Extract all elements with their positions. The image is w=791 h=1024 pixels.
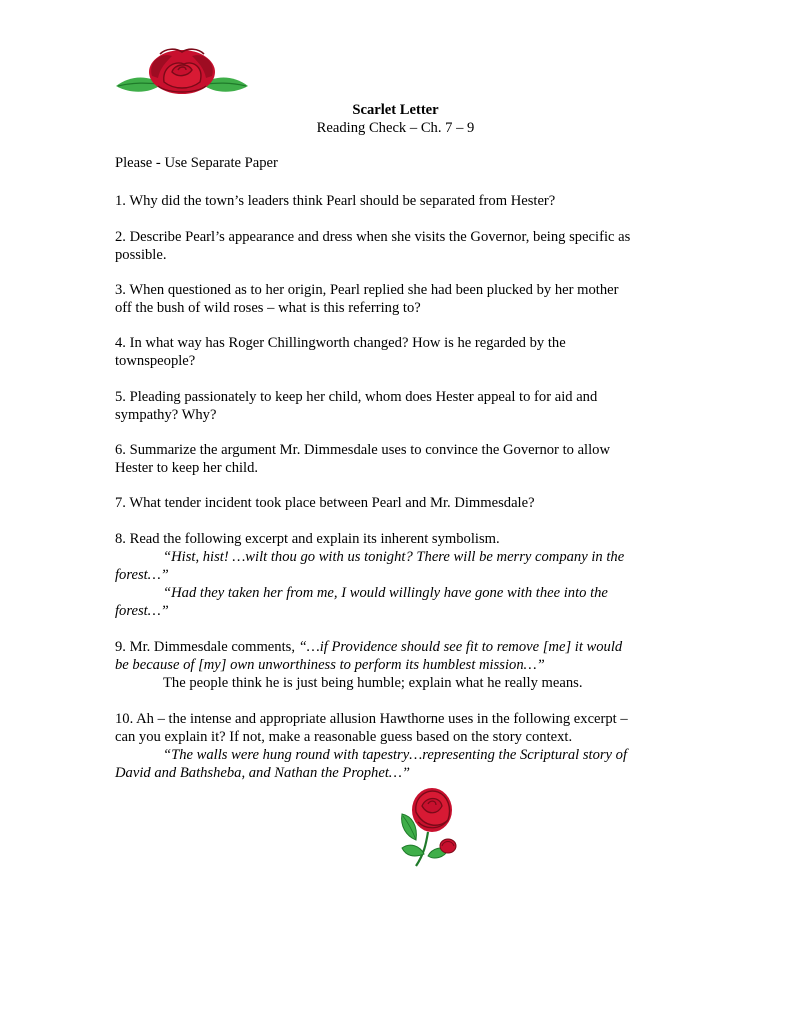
- question-9-lead: 9. Mr. Dimmesdale comments,: [115, 639, 299, 655]
- question-8-quote-1-line-1: “Hist, hist! …wilt thou go with us tonight? There will be merry company in the: [163, 549, 625, 565]
- question-1-text: 1. Why did the town’s leaders think Pearl should be separated from Hester?: [115, 193, 556, 209]
- instruction-text: Please - Use Separate Paper: [115, 155, 278, 171]
- question-5: [115, 388, 685, 424]
- question-6-line-2: Hester to keep her child.: [115, 460, 259, 476]
- question-10: [115, 710, 685, 782]
- question-2-line-2: possible.: [115, 247, 167, 263]
- rose-stem-icon: [398, 786, 462, 870]
- question-4-line-1: 4. In what way has Roger Chillingworth changed? How is he regarded by the: [115, 335, 566, 351]
- question-10-quote-line-2: David and Bathsheba, and Nathan the Prophet…”: [115, 765, 410, 781]
- question-10-quote-line-1: “The walls were hung round with tapestry…representing the Scriptural story of: [163, 747, 628, 763]
- question-3-line-2: off the bush of wild roses – what is this referring to?: [115, 300, 421, 316]
- question-1: [115, 192, 685, 210]
- question-4-line-2: townspeople?: [115, 353, 196, 369]
- question-5-line-2: sympathy? Why?: [115, 407, 217, 423]
- question-8-quote-1-line-2: forest…”: [115, 567, 169, 583]
- question-6: [115, 441, 685, 477]
- page-title: Scarlet Letter: [352, 102, 439, 118]
- question-8-text: 8. Read the following excerpt and explain its inherent symbolism.: [115, 531, 500, 547]
- question-4: [115, 334, 685, 370]
- question-8-quote-2-line-2: forest…”: [115, 603, 169, 619]
- question-10-line-2: can you explain it? If not, make a reasonable guess based on the story context.: [115, 729, 573, 745]
- question-8: [115, 530, 685, 620]
- question-7: [115, 494, 685, 512]
- question-9-quote-line-1: “…if Providence should see fit to remove [me] it would: [298, 639, 623, 655]
- question-9-follow-up: The people think he is just being humble; explain what he really means.: [163, 675, 583, 691]
- question-10-line-1: 10. Ah – the intense and appropriate allusion Hawthorne uses in the following excerpt –: [115, 711, 628, 727]
- question-9: [115, 638, 685, 692]
- question-3: [115, 281, 685, 317]
- question-5-line-1: 5. Pleading passionately to keep her child, whom does Hester appeal to for aid and: [115, 389, 598, 405]
- page-subtitle: Reading Check – Ch. 7 – 9: [316, 120, 475, 136]
- question-2-line-1: 2. Describe Pearl’s appearance and dress when she visits the Governor, being specific as: [115, 229, 631, 245]
- question-9-quote-line-2: be because of [my] own unworthiness to perform its humblest mission…”: [115, 657, 545, 673]
- question-3-line-1: 3. When questioned as to her origin, Pearl replied she had been plucked by her mother: [115, 282, 619, 298]
- question-7-text: 7. What tender incident took place between Pearl and Mr. Dimmesdale?: [115, 495, 535, 511]
- question-6-line-1: 6. Summarize the argument Mr. Dimmesdale uses to convince the Governor to allow: [115, 442, 610, 458]
- question-8-quote-2-line-1: “Had they taken her from me, I would willingly have gone with thee into the: [163, 585, 608, 601]
- rose-icon: [114, 42, 250, 98]
- question-2: [115, 228, 685, 264]
